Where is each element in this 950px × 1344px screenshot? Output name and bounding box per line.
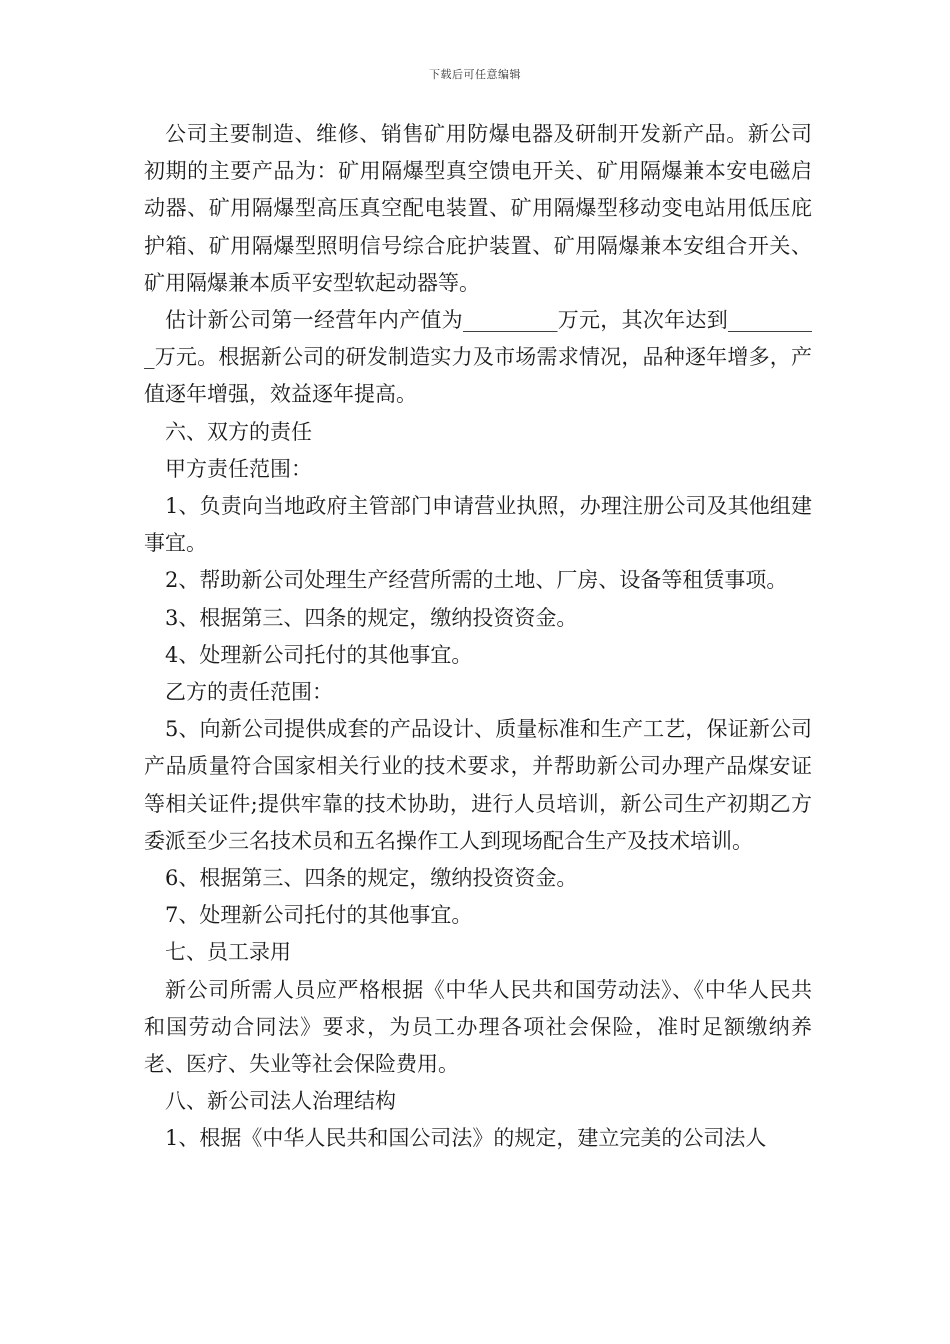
document-body — [144, 116, 812, 1158]
paragraph-products: 公司主要制造、维修、销售矿用防爆电器及研制开发新产品。新公司初期的主要产品为：矿用隔爆型真空馈电开关、矿用隔爆兼本安电磁启动器、矿用隔爆型高压真空配电装置、矿用隔爆型移动变电站用低压庇护箱、矿用隔爆型照明信号综合庇护装置、矿用隔爆兼本安组合开关、矿用隔爆兼本质平安型软起动器等。 — [144, 122, 812, 295]
page-header: 下载后可任意编辑 — [429, 68, 521, 81]
list-item: 4、处理新公司托付的其他事宜。 — [165, 642, 473, 667]
subheading-party-b: 乙方的责任范围： — [165, 680, 333, 705]
list-item: 7、处理新公司托付的其他事宜。 — [165, 903, 473, 928]
list-item: 5、向新公司提供成套的产品设计、质量标准和生产工艺，保证新公司产品质量符合国家相关行业的技术要求，并帮助新公司办理产品煤安证等相关证件;提供牢靠的技术协助，进行人员培训，新公司生产初期乙方委派至少三名技术员和五名操作工人到现场配合生产及技术培训。 — [144, 717, 812, 853]
paragraph-output-estimate: 估计新公司第一经营年内产值为_________万元，其次年达到_________万元。根据新公司的研发制造实力及市场需求情况，品种逐年增多，产值逐年增强，效益逐年提高。 — [144, 308, 812, 407]
section-heading-governance: 八、新公司法人治理结构 — [165, 1089, 396, 1114]
list-item: 3、根据第三、四条的规定，缴纳投资资金。 — [165, 605, 578, 630]
subheading-party-a: 甲方责任范围： — [165, 456, 312, 481]
paragraph-employment: 新公司所需人员应严格根据《中华人民共和国劳动法》、《中华人民共和国劳动合同法》要求，为员工办理各项社会保险，准时足额缴纳养老、医疗、失业等社会保险费用。 — [144, 977, 812, 1077]
list-item: 1、负责向当地政府主管部门申请营业执照，办理注册公司及其他组建事宜。 — [144, 494, 812, 556]
list-item: 1、根据《中华人民共和国公司法》的规定，建立完美的公司法人 — [165, 1126, 767, 1151]
list-item: 6、根据第三、四条的规定，缴纳投资资金。 — [165, 866, 578, 891]
section-heading-responsibilities: 六、双方的责任 — [165, 419, 312, 444]
list-item: 2、帮助新公司处理生产经营所需的土地、厂房、设备等租赁事项。 — [165, 568, 788, 593]
section-heading-employment: 七、员工录用 — [165, 940, 291, 965]
